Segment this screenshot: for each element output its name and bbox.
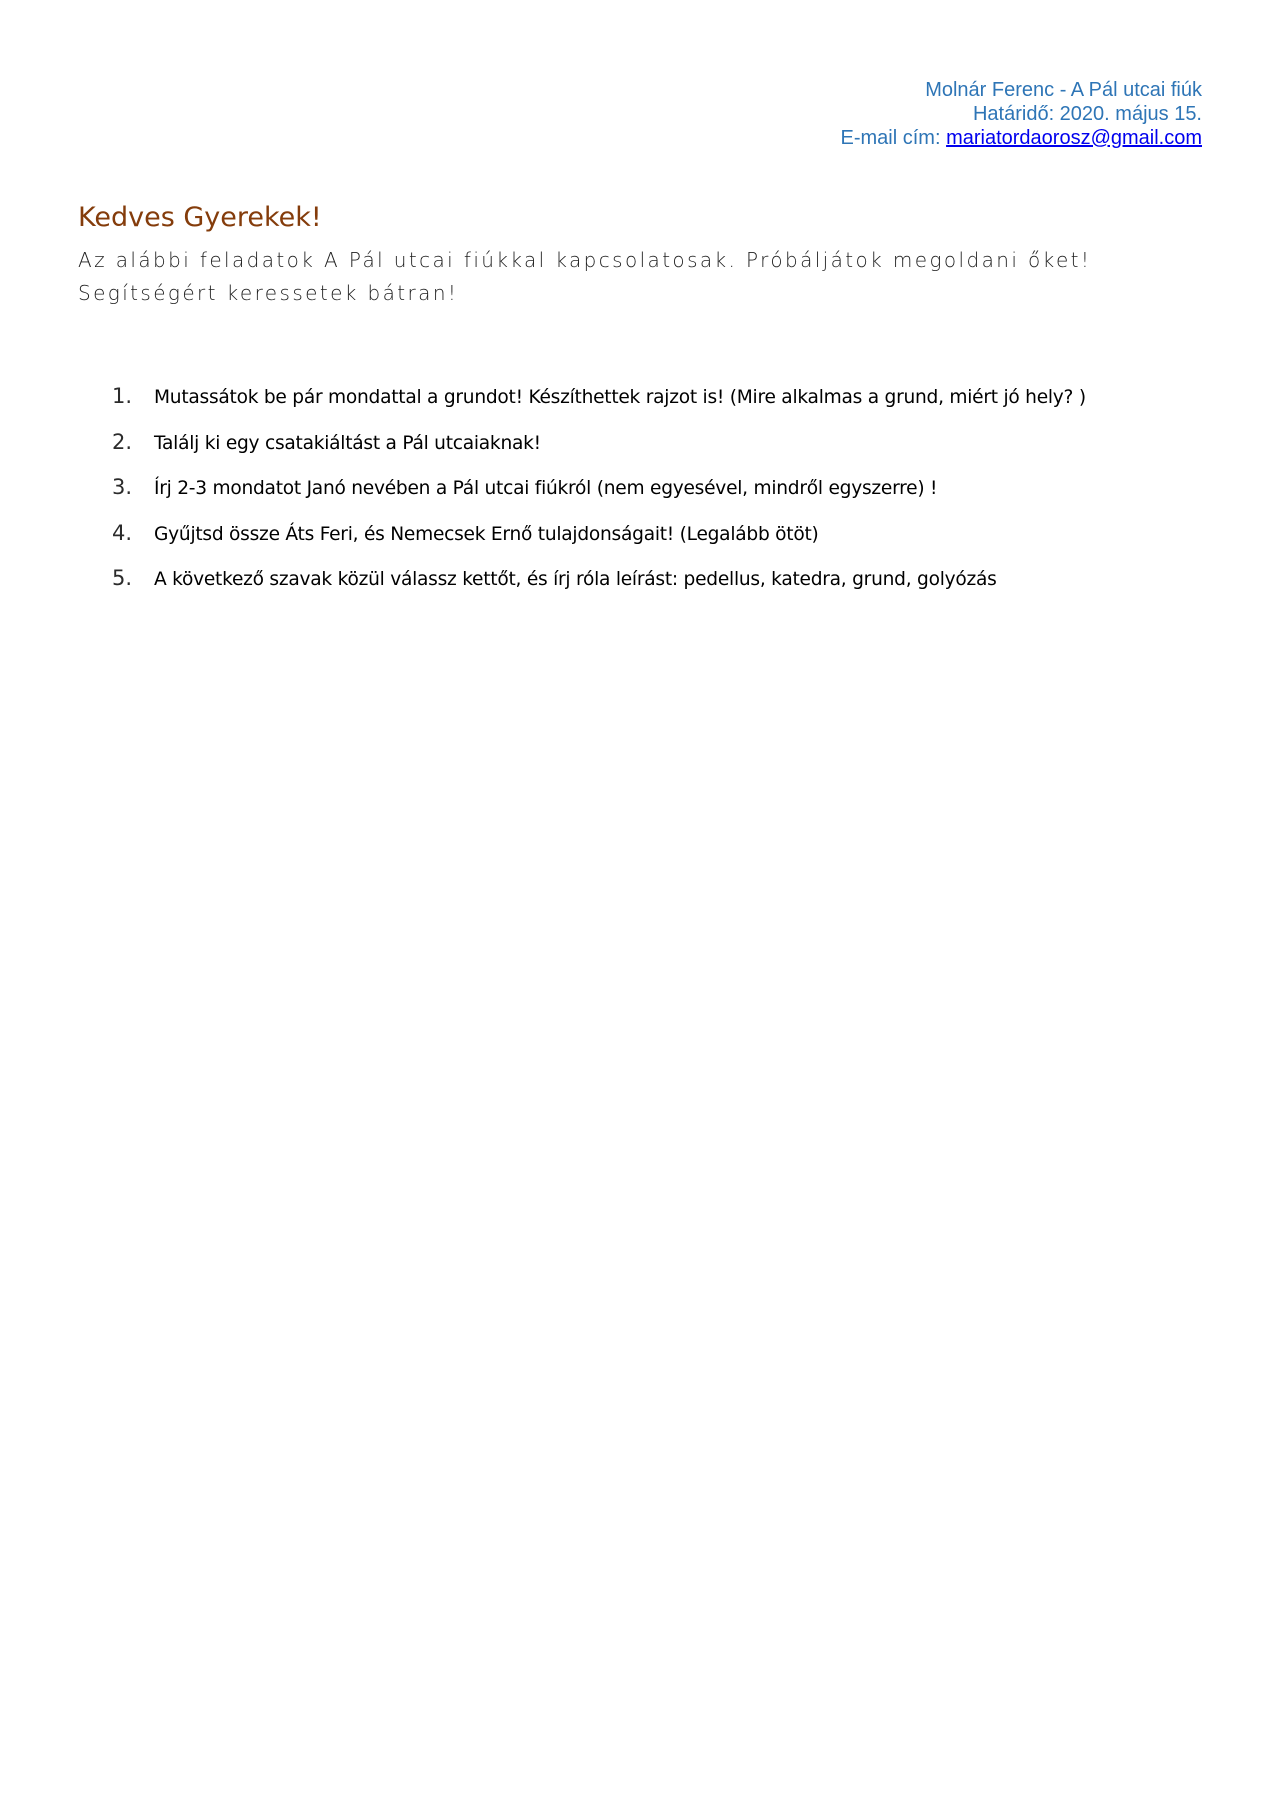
header-deadline: Határidő: 2020. május 15. — [972, 103, 1202, 125]
email-link[interactable]: mariatordaorosz@gmail.com — [946, 127, 1202, 149]
task-number: 2. — [112, 429, 133, 454]
task-item — [112, 424, 1192, 470]
task-text: A következő szavak közül válassz kettőt, és írj róla leírást: pedellus, katedra, grund, golyózás — [154, 569, 997, 590]
header-email-line — [841, 126, 1203, 150]
task-number: 4. — [112, 520, 133, 545]
task-number: 5. — [112, 566, 133, 590]
task-text: Találj ki egy csatakiáltást a Pál utcaiaknak! — [154, 432, 541, 454]
header-title: Molnár Ferenc - A Pál utcai fiúk — [925, 79, 1202, 101]
task-item — [112, 515, 1192, 561]
task-text: Mutassátok be pár mondattal a grundot! Készíthettek rajzot is! (Mire alkalmas a grund, miért jó hely? ) — [154, 387, 1086, 408]
intro-paragraph: Az alábbi feladatok A Pál utcai fiúkkal kapcsolatosak. Próbáljátok megoldani őket! Segítségért keressetek bátran! — [78, 248, 1092, 305]
document-header — [841, 78, 1203, 150]
task-text: Gyűjtsd össze Áts Feri, és Nemecsek Ernő tulajdonságait! (Legalább ötöt) — [154, 523, 819, 545]
task-number: 3. — [112, 475, 133, 499]
task-text: Írj 2-3 mondatot Janó nevében a Pál utcai fiúkról (nem egyesével, mindről egyszerre) ! — [154, 478, 938, 499]
task-item — [112, 469, 1192, 515]
task-list — [112, 378, 1192, 606]
task-item — [112, 560, 1192, 606]
task-item — [112, 378, 1192, 424]
greeting-heading: Kedves Gyerekek! — [78, 202, 322, 233]
email-label: E-mail cím: — [840, 127, 947, 149]
task-number: 1. — [112, 384, 133, 408]
